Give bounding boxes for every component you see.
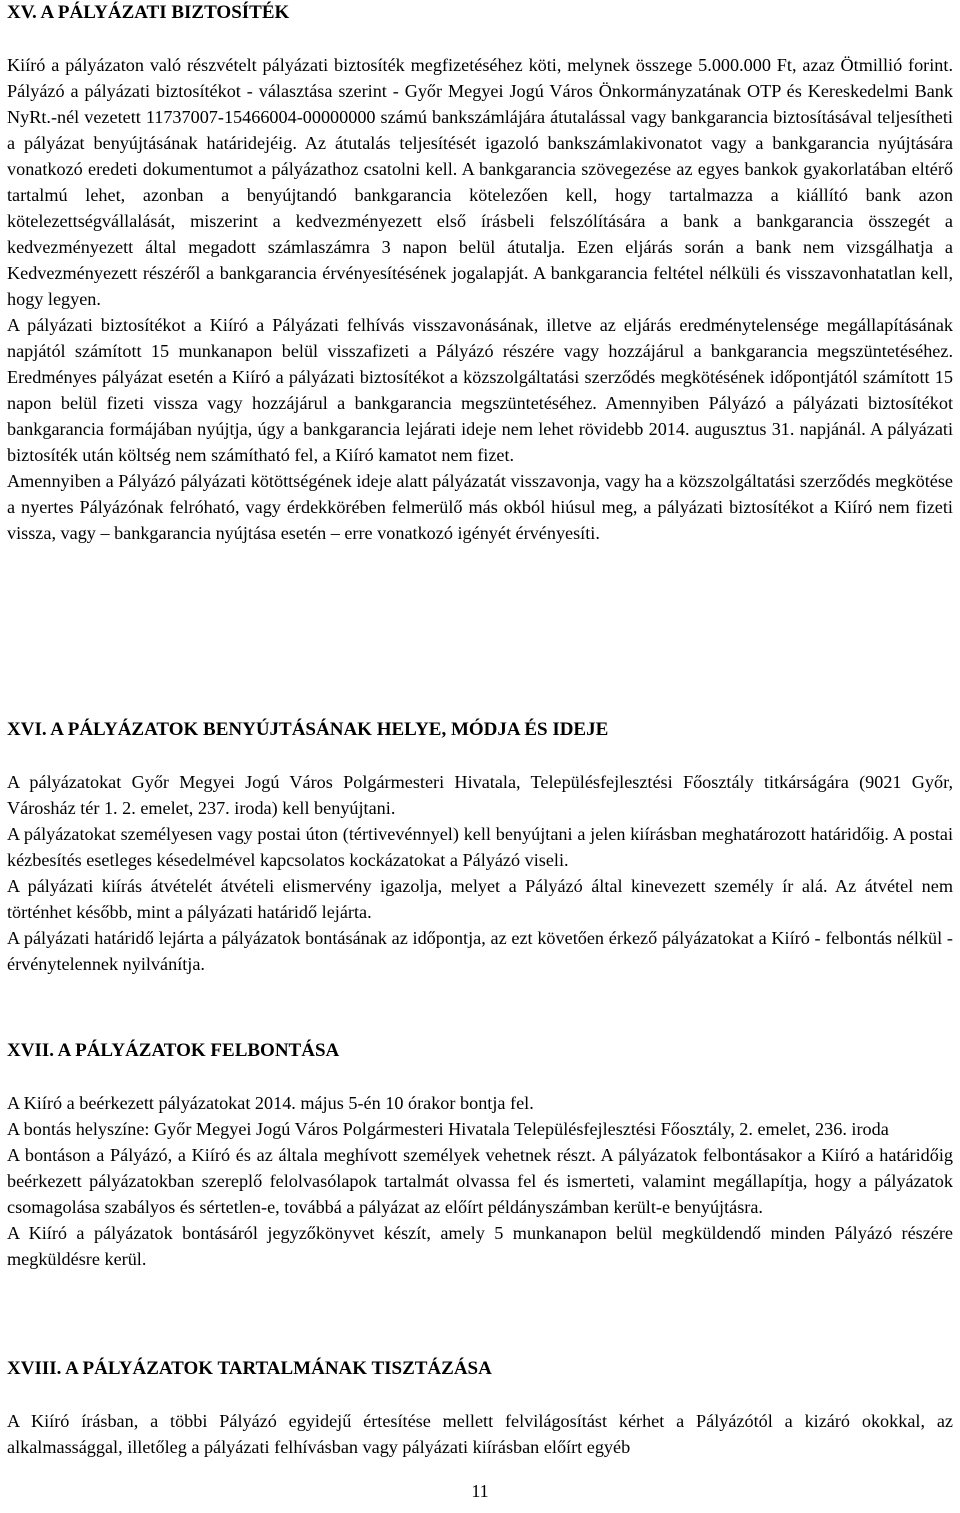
paragraph: A pályázatokat személyesen vagy postai úton (tértivevénnyel) kell benyújtani a jelen kiírásban meghatározott határidőig. A postai kézbesítés esetleges késedelmével kapcsolatos kockázatokat a Pályázó viseli. xyxy=(7,824,953,870)
paragraph: Kiíró a pályázaton való részvételt pályázati biztosíték megfizetéséhez köti, melynek összege 5.000.000 Ft, azaz Ötmillió forint. Pályázó a pályázati biztosítékot - választása szerint - Győr Megyei Jogú Város Önkormányzatának OTP és Kereskedelmi Bank NyRt.-nél vezetett 11737007-15466004-00000000 számú bankszámlájára átutalással vagy bankgarancia biztosításával teljesítheti a pályázat benyújtásának határidejéig. Az átutalás teljesítését igazoló bankszámlakivonatot vagy a bankgarancia nyújtására vonatkozó eredeti dokumentumot a pályázathoz csatolni kell. A bankgarancia szövegezése az egyes bankok gyakorlatában eltérő tartalmú lehet, azonban a benyújtandó bankgarancia kötelezően kell, hogy tartalmazza a kiállító bank azon kötelezettségvállalását, miszerint a kedvezményezett első írásbeli felszólítására a bank a bankgarancia összegét a kedvezményezett által megadott számlaszámra 3 napon belül átutalja. Ezen eljárás során a bank nem vizsgálhatja a Kedvezményezett részéről a bankgarancia érvényesítésének jogalapját. A bankgarancia feltétel nélküli és visszavonhatatlan kell, hogy legyen. xyxy=(7,55,953,309)
section-xvi xyxy=(7,717,953,977)
section-xv xyxy=(7,0,953,546)
section-heading: XV. A PÁLYÁZATI BIZTOSÍTÉK xyxy=(7,2,290,23)
paragraph: A pályázati kiírás átvételét átvételi elismervény igazolja, melyet a Pályázó által kinevezett személy ír alá. Az átvétel nem történhet később, mint a pályázati határidő lejárta. xyxy=(7,876,953,922)
paragraph: A pályázatokat Győr Megyei Jogú Város Polgármesteri Hivatala, Településfejlesztési Főosztály titkárságára (9021 Győr, Városház tér 1. 2. emelet, 237. iroda) kell benyújtani. xyxy=(7,772,953,818)
section-heading: XVI. A PÁLYÁZATOK BENYÚJTÁSÁNAK HELYE, MÓDJA ÉS IDEJE xyxy=(7,719,609,740)
paragraph: A pályázati határidő lejárta a pályázatok bontásának az időpontja, az ezt követően érkező pályázatokat a Kiíró - felbontás nélkül - érvénytelennek nyilvánítja. xyxy=(7,928,953,974)
page-number: 11 xyxy=(471,1481,489,1501)
section-heading: XVIII. A PÁLYÁZATOK TARTALMÁNAK TISZTÁZÁSA xyxy=(7,1358,492,1379)
section-heading: XVII. A PÁLYÁZATOK FELBONTÁSA xyxy=(7,1040,340,1061)
section-xvii xyxy=(7,1038,953,1272)
paragraph: A bontáson a Pályázó, a Kiíró és az általa meghívott személyek vehetnek részt. A pályázatok felbontásakor a Kiíró a határidőig beérkezett pályázatokban szereplő felolvasólapok tartalmát olvassa fel és ismerteti, valamint megállapítja, hogy a pályázatok csomagolása szabályos és sértetlen-e, továbbá a pályázat az előírt példányszámban került-e benyújtásra. xyxy=(7,1145,953,1217)
paragraph: A Kiíró a pályázatok bontásáról jegyzőkönyvet készít, amely 5 munkanapon belül megküldendő minden Pályázó részére megküldésre kerül. xyxy=(7,1223,953,1269)
paragraph: A Kiíró írásban, a többi Pályázó egyidejű értesítése mellett felvilágosítást kérhet a Pályázótól a kizáró okokkal, az alkalmassággal, illetőleg a pályázati felhívásban vagy pályázati kiírásban előírt egyéb xyxy=(7,1411,953,1457)
section-xviii xyxy=(7,1356,953,1460)
paragraph: Amennyiben a Pályázó pályázati kötöttségének ideje alatt pályázatát visszavonja, vagy ha a közszolgáltatási szerződés megkötése a nyertes Pályázónak felróható, vagy érdekkörében felmerülő más okból hiúsul meg, a pályázati biztosítékot a Kiíró nem fizeti vissza, vagy – bankgarancia nyújtása esetén – erre vonatkozó igényét érvényesíti. xyxy=(7,471,953,543)
paragraph: A bontás helyszíne: Győr Megyei Jogú Város Polgármesteri Hivatala Településfejlesztési Főosztály, 2. emelet, 236. iroda xyxy=(7,1119,889,1139)
paragraph: A Kiíró a beérkezett pályázatokat 2014. május 5-én 10 órakor bontja fel. xyxy=(7,1093,534,1113)
paragraph: A pályázati biztosítékot a Kiíró a Pályázati felhívás visszavonásának, illetve az eljárás eredménytelensége megállapításának napjától számított 15 munkanapon belül visszafizeti a Pályázó részére vagy hozzájárul a bankgarancia megszüntetéséhez. Eredményes pályázat esetén a Kiíró a pályázati biztosítékot a közszolgáltatási szerződés megkötésének időpontjától számított 15 napon belül fizeti vissza vagy hozzájárul a bankgarancia megszüntetéséhez. Amennyiben Pályázó a pályázati biztosítékot bankgarancia formájában nyújtja, úgy a bankgarancia lejárati ideje nem lehet rövidebb 2014. augusztus 31. napjánál. A pályázati biztosíték után költség nem számítható fel, a Kiíró kamatot nem fizet. xyxy=(7,315,953,465)
